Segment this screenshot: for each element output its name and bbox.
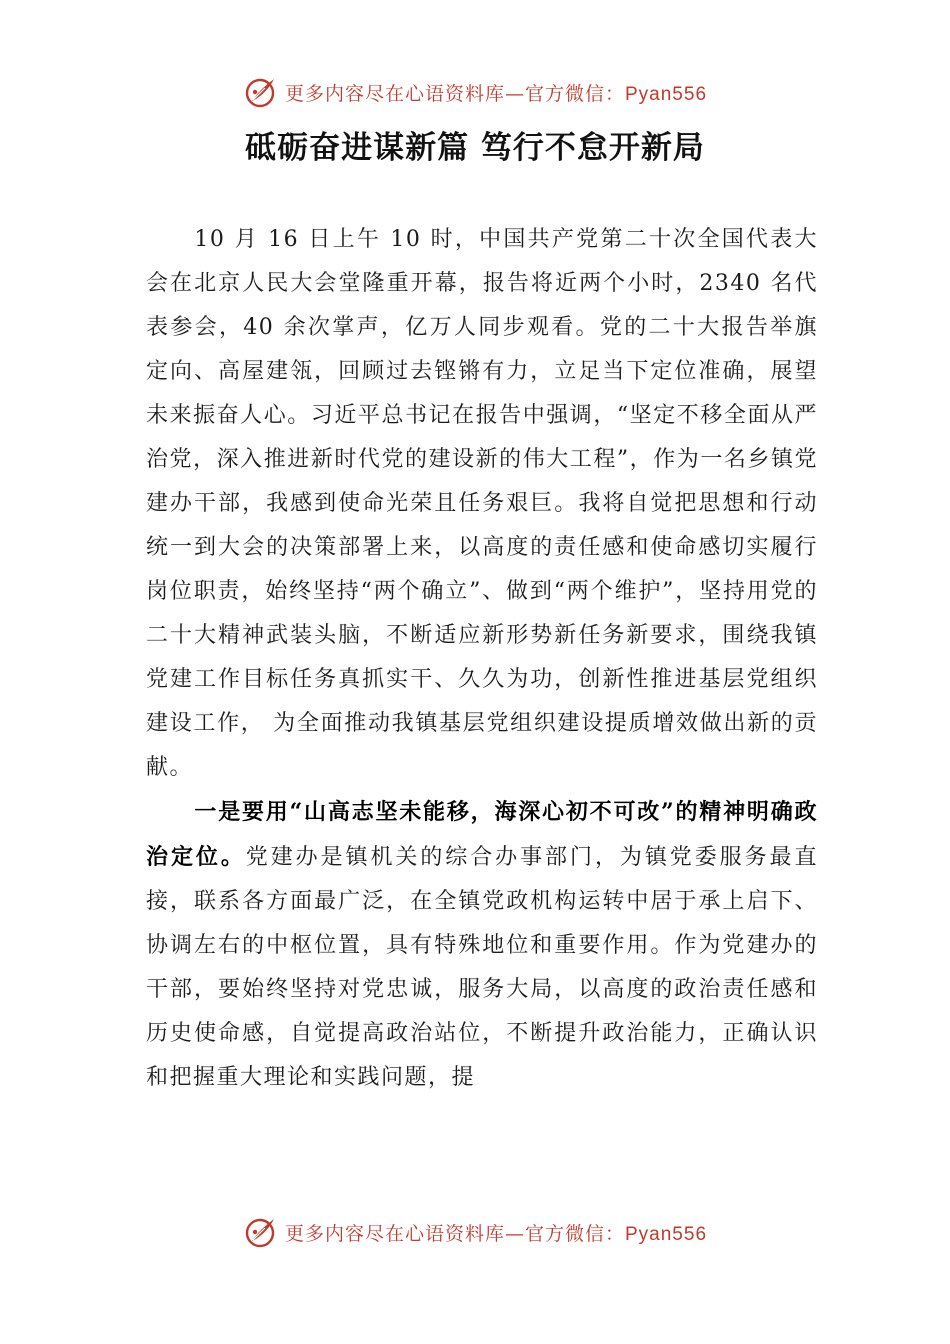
- document-title: 砥砺奋进谋新篇 笃行不怠开新局: [245, 130, 705, 166]
- footer-banner: [0, 1210, 950, 1254]
- quill-logo-icon: [243, 1214, 279, 1250]
- banner-text: [285, 1219, 707, 1246]
- banner-wechat-id: Pyan556: [625, 1223, 708, 1245]
- banner-text: [285, 79, 707, 106]
- header-banner: [0, 70, 950, 114]
- quill-logo-icon: [243, 74, 279, 110]
- paragraph-lead: 一是要用“山高志坚未能移，海深心初不可改”的精神明确政治定位。: [146, 799, 818, 870]
- paragraph-point-one: [146, 790, 818, 1100]
- paragraph-text: 党建办是镇机关的综合办事部门，为镇党委服务最直接，联系各方面最广泛，在全镇党政机构运转中居于承上启下、协调左右的中枢位置，具有特殊地位和重要作用。作为党建办的干部，要始终坚持对党忠诚，服务大局，以高度的政治责任感和历史使命感，自觉提高政治站位，不断提升政治能力，正确认识和把握重大理论和实践问题，提: [146, 845, 818, 1090]
- paragraph-intro: [146, 218, 818, 790]
- document-body: [146, 218, 818, 1100]
- paragraph-text: 10 月 16 日上午 10 时，中国共产党第二十次全国代表大会在北京人民大会堂隆重开幕，报告将近两个小时，2340 名代表参会，40 余次掌声，亿万人同步观看。党的二十大报告举旗定向、高屋建瓴，回顾过去铿锵有力，立足当下定位准确，展望未来振奋人心。习近平总书记在报告中强调，“坚定不移全面从严治党，深入推进新时代党的建设新的伟大工程”，作为一名乡镇党建办干部，我感到使命光荣且任务艰巨。我将自觉把思想和行动统一到大会的决策部署上来，以高度的责任感和使命感切实履行岗位职责，始终坚持“两个确立”、做到“两个维护”，坚持用党的二十大精神武装头脑，不断适应新形势新任务新要求，围绕我镇党建工作目标任务真抓实干、久久为功，创新性推进基层党组织建设工作， 为全面推动我镇基层党组织建设提质增效做出新的贡献。: [146, 227, 818, 780]
- banner-slogan: 更多内容尽在心语资料库—官方微信：: [284, 1222, 625, 1245]
- banner-slogan: 更多内容尽在心语资料库—官方微信：: [284, 82, 625, 105]
- banner-wechat-id: Pyan556: [625, 83, 708, 105]
